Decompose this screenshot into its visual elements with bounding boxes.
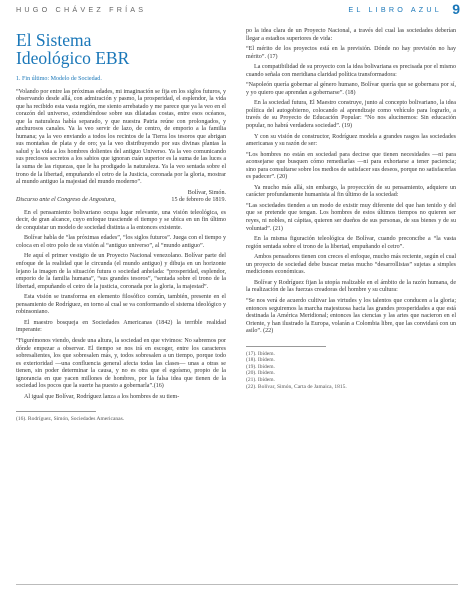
block-quote: “Se nos verá de acuerdo cultivar las virtudes y los talentos que conducen a la gloria; entonces seguiremos la marcha majestuosa hacia las grandes prosperidades a que está destinada la América Meridional; entonces las ciencias y las artes que nacieron en el Oriente, y han ilustrado la Europa, volarán a Colombia libre, que las convidará con un asilo”. (22) (246, 297, 456, 335)
title-line-2: Ideológico EBR (16, 48, 130, 68)
paragraph: Y con su visión de constructor, Rodríguez modela a grandes rasgos las sociedades americanas y su razón de ser: (246, 133, 456, 148)
attribution-date: 15 de febrero de 1819. (171, 197, 226, 204)
footnote: (18). Ibídem. (246, 357, 275, 364)
right-column (246, 28, 456, 390)
paragraph: Ambos pensadores tienen con creces el enfoque, mucho más reciente, según el cual un proyecto de sociedad debe buscar metas mucho “desarrollistas” sujetas a simples mediciones económicas. (246, 254, 456, 276)
footnote-divider (16, 411, 96, 412)
paragraph: He aquí el primer vestigio de un Proyecto Nacional venezolano. Bolívar parte del enfoque de la realidad que le circunda (el mundo antiguo) y dibuja en un horizonte lejano la imagen de la situación futura o sociedad anhelada: “prosperidad, esplendor, emporio de la familia humana”, “sus grandes tesoros”, “sentada sobre el trono de la libertad, empuñando el cetro de la justicia, coronada por la gloria, la majestad”. (16, 253, 226, 290)
paragraph: po la idea clara de un Proyecto Nacional, a través del cual las sociedades deberían llegar a estadios superiores de vida: (246, 28, 456, 42)
block-quote: “El mérito de los proyectos está en la previsión. Dónde no hay previsión no hay mérito”. (17) (246, 46, 456, 60)
paragraph: Bolívar habla de “las próximas edades”, “los siglos futuros”. Juega con el tiempo y coloca en el otro polo de su visión al “antiguo universo”, al “mundo antiguo”. (16, 235, 226, 249)
page-bottom-rule (16, 584, 458, 585)
page-number: 9 (452, 1, 460, 17)
footnote: (22). Bolívar, Simón, Carta de Jamaica, 1815. (246, 383, 347, 390)
paragraph: El maestro bosqueja en Sociedades Americanas (1842) la terrible realidad imperante: (16, 319, 226, 334)
attribution-source-text: Discurso ante el Congreso de Angostura, (16, 197, 116, 204)
title-line-1: El Sistema (16, 30, 92, 50)
footnote-divider (246, 346, 326, 347)
paragraph: Bolívar y Rodríguez fijan la utopía realizable en el ámbito de la razón humana, de la realización de las fuerzas creadoras del hombre y su cultura: (246, 279, 456, 294)
page-header (0, 0, 474, 22)
quote-attribution-name: Bolívar, Simón. (187, 189, 226, 196)
footnote: (16). Rodríguez, Simón, Sociedades Americanas. (16, 416, 125, 423)
block-quote: “Napoleón quería gobernar al género humano, Bolívar quería que se gobernara por sí, y yo quiero que aprendan a gobernarse”. (18) (246, 82, 456, 96)
paragraph: En el pensamiento bolivariano ocupa lugar relevante, una visión teleológica, es decir, de gran alcance, cuyo enfoque trasciende el tiempo y se ubica en un fin último de conquistar un modelo de sociedad distinta a la entonces existente. (16, 209, 226, 231)
paragraph: La compatibilidad de su proyecto con la idea bolivariana es precisada por el mismo cuando señala con meridiana claridad política transformadora: (246, 64, 456, 78)
block-quote: “Los hombres no están en sociedad para decirse que tienen necesidades —ni para aconsejarse que busquen cómo remediarlas —ni para exhortarse a tener paciencia; sino para consultarse sobre los medios de satisfacer sus deseos, porque no satisfacerlas es padecer”. (20) (246, 151, 456, 181)
paragraph: Ya mucho más allá, sin embargo, la proyección de su pensamiento, adquiere un carácter profundamente humanista al fin último de la sociedad: (246, 184, 456, 199)
paragraph: Al igual que Bolívar, Rodríguez lanza a los hombres de su tiem- (24, 393, 180, 400)
page-title (16, 31, 226, 67)
rodriguez-quote-text: “Figurémonos viendo, desde una altura, la sociedad en que vivimos: No sabremos por dónde empezar a observar. El tiempo se nos irá en escoger, entre los caracteres sobresalientes, los que sobresalen más, y, todos sobresalen a un tiempo, porque todo es exterioridad —una confluencia general afecta todas las clases— unas a otras se tienen, sin poder determinar la causa, y no es otra que el egoísmo, propio de la ignorancia en que yacen millones de hombres, por la falsa idea que tienen de la sociedad los pocos que la suerte ha puesto a gobernarla”. (16, 337, 226, 390)
header-book-title: EL LIBRO AZUL (348, 5, 442, 14)
section-heading: 1. Fin último: Modelo de Sociedad. (16, 76, 102, 82)
footnote: (20). Ibídem. (246, 370, 275, 377)
paragraph: Esta visión se transforma en elemento filosófico común, también, presente en el pensamiento de Rodríguez, en torno al cual se va conformando el sistema ideológico y robinsoniano. (16, 294, 226, 316)
paragraph: En la misma figuración teleológica de Bolívar, cuando preconcibe a “la vasta región sentada sobre el trono de la libertad, empuñando el cetro”. (246, 236, 456, 250)
footnote: (17). Ibídem. (246, 350, 275, 357)
block-quote: “Las sociedades tienden a un modo de existir muy diferente del que han tenido y del que se pretende que tengan. Los hombres de estos últimos tiempos no quieren ser reyes, ni nobles, ni cápitas, quieren ser dueños de sus personas, de sus bienes y de su voluntad”. (21) (246, 202, 456, 232)
header-author: HUGO CHÁVEZ FRÍAS (16, 5, 147, 14)
footnote: (19). Ibídem. (246, 363, 275, 370)
quote-attribution-source (16, 197, 226, 205)
rodriguez-quote (16, 338, 226, 391)
footnote: (21). Ibídem. (246, 377, 275, 384)
bolivar-quote: “Volando por entre las próximas edades, mi imaginación se fija en los siglos futuros, y observando desde allá, con admiración y pasmo, la prosperidad, el esplendor, la vida que ha recibido esta vasta región, me siento arrebatado y me parece que ya la veo en el corazón del universo, extendiéndose sobre sus dilatadas costas, entre esos océanos, que la naturaleza había separado, y que nuestra Patria reúne con prolongados, y anchurosos canales. Ya la veo servir de lazo, de centro, de emporio a la familia humana; ya la veo enviando a todos los recintos de la Tierra los tesoros que abrigan sus montañas de plata y de oro; ya la veo distribuyendo por sus divinas plantas la salud y la vida a los hombres dolientes del antiguo Universo. Ya la veo comunicando sus preciosos secretos a los sabios que ignoran cuán superior es la suma de las luces a la suma de las riquezas, que le ha prodigado la naturaleza. Ya la veo sentada sobre el trono de la libertad, empuñando el cetro de la Justicia, coronada por la gloria, mostrar al mundo antiguo la majestad del mundo moderno”. (16, 88, 226, 186)
left-column (16, 28, 226, 423)
paragraph: En la sociedad futura, El Maestro construye, junto al concepto bolivariano, la idea política del autogobierno, colocando al aprendizaje como vehículo para lograrlo, a través de su Proyecto de Educación Popular: “No nos alucinemos: Sin educación popular, no habrá verdadera sociedad”. (19) (246, 100, 456, 130)
rodriguez-quote-ref: (16) (153, 383, 164, 390)
